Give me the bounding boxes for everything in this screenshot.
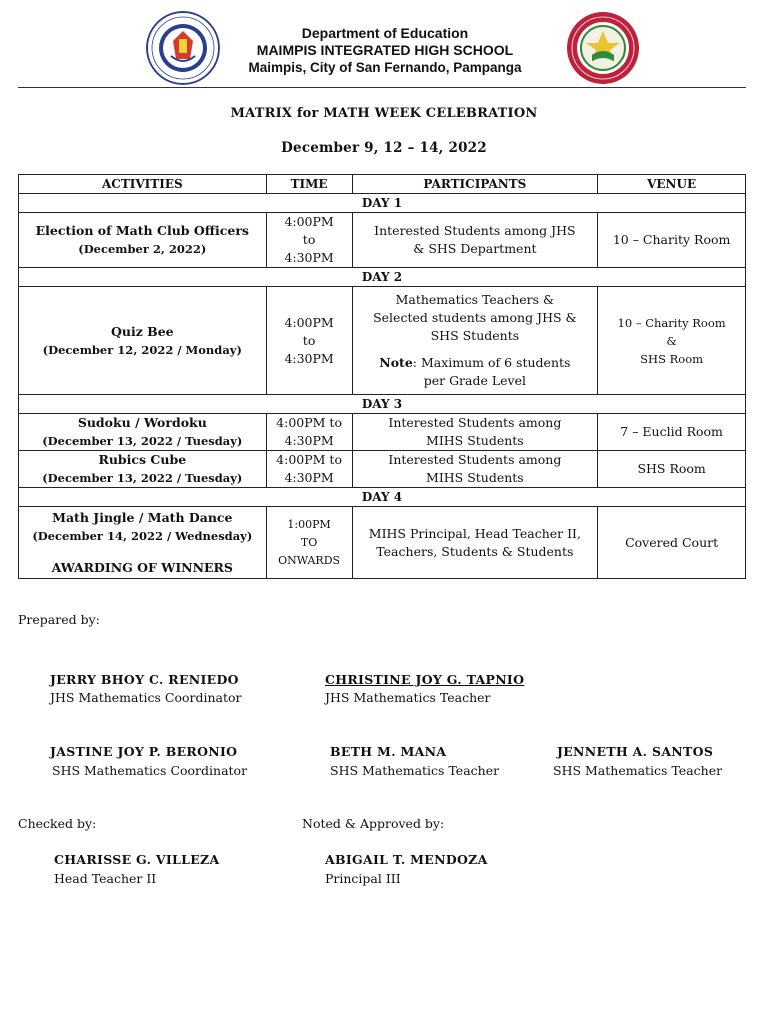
signatory-name: CHRISTINE JOY G. TAPNIO <box>325 672 525 687</box>
time-end: 4:30PM <box>284 250 334 265</box>
participants-text: Teachers, Students & Students <box>376 543 574 559</box>
school-logo-icon <box>566 11 640 85</box>
venue-text: & <box>666 333 677 348</box>
participants-cell <box>352 213 598 268</box>
signatory-title: JHS Mathematics Teacher <box>325 690 491 705</box>
activity-name: Rubics Cube <box>98 452 187 467</box>
signatory-name: JASTINE JOY P. BERONIO <box>50 744 238 759</box>
venue-cell <box>598 287 746 395</box>
table-row <box>19 213 746 268</box>
note-label: Note <box>379 355 413 370</box>
participants-cell <box>352 287 598 395</box>
school-heading <box>225 25 545 76</box>
signatory-title: Head Teacher II <box>54 871 157 886</box>
table-row <box>19 451 746 488</box>
venue-text: SHS Room <box>640 351 704 366</box>
day-label: DAY 3 <box>19 395 746 414</box>
time-cell <box>266 451 352 488</box>
participants-cell <box>352 451 598 488</box>
activity-cell <box>19 507 267 579</box>
letterhead <box>0 0 768 90</box>
time-start: 4:00PM <box>284 314 334 330</box>
column-header-time: TIME <box>266 175 352 194</box>
day-row <box>19 488 746 507</box>
participants-cell <box>352 414 598 451</box>
activity-name: Quiz Bee <box>110 323 174 339</box>
school-name: MAIMPIS INTEGRATED HIGH SCHOOL <box>256 42 514 58</box>
participants-text: Selected students among JHS & <box>373 310 577 325</box>
signatory-title: SHS Mathematics Coordinator <box>52 763 248 778</box>
time-end: 4:30PM <box>284 350 334 366</box>
column-header-activities: ACTIVITIES <box>19 175 267 194</box>
checked-by-label: Checked by: <box>18 816 97 831</box>
noted-approved-label: Noted & Approved by: <box>302 816 445 831</box>
activity-date: (December 13, 2022 / Tuesday) <box>42 434 243 448</box>
time-end: ONWARDS <box>278 553 341 567</box>
signatory-name: JERRY BHOY C. RENIEDO <box>50 672 239 687</box>
signatory-title: SHS Mathematics Teacher <box>330 763 500 778</box>
activity-cell <box>19 414 267 451</box>
awarding-label: AWARDING OF WINNERS <box>51 559 233 575</box>
day-row <box>19 395 746 414</box>
deped-seal-icon <box>146 11 220 85</box>
activity-name: Election of Math Club Officers <box>35 223 249 238</box>
time-start: 4:00PM to <box>276 452 342 467</box>
activity-date: (December 13, 2022 / Tuesday) <box>42 471 243 485</box>
time-cell <box>266 287 352 395</box>
day-label: DAY 4 <box>19 488 746 507</box>
venue-cell: 10 – Charity Room <box>598 213 746 268</box>
department-name: Department of Education <box>301 25 469 41</box>
activity-cell <box>19 451 267 488</box>
day-row <box>19 194 746 213</box>
header-divider <box>18 87 746 88</box>
table-row <box>19 507 746 579</box>
participants-text: Interested Students among <box>388 452 562 467</box>
signatory-title: JHS Mathematics Coordinator <box>50 690 242 705</box>
signatory-name: JENNETH A. SANTOS <box>557 744 714 759</box>
participants-text: Interested Students among JHS <box>374 223 576 238</box>
time-cell <box>266 414 352 451</box>
document-date-range: December 9, 12 – 14, 2022 <box>281 140 487 156</box>
time-start: 4:00PM <box>284 214 334 229</box>
participants-cell <box>352 507 598 579</box>
activity-cell <box>19 287 267 395</box>
time-separator: to <box>302 232 316 247</box>
activity-cell <box>19 213 267 268</box>
column-header-venue: VENUE <box>598 175 746 194</box>
activity-matrix-table <box>18 174 746 579</box>
prepared-by-label: Prepared by: <box>18 612 100 627</box>
time-end: 4:30PM <box>284 470 334 485</box>
activity-date: (December 2, 2022) <box>78 242 207 256</box>
column-header-participants: PARTICIPANTS <box>352 175 598 194</box>
participants-text: MIHS Students <box>426 470 524 485</box>
activity-date: (December 14, 2022 / Wednesday) <box>32 528 253 543</box>
activity-date: (December 12, 2022 / Monday) <box>42 342 242 357</box>
participants-text: Mathematics Teachers & <box>395 292 555 307</box>
activity-name: Math Jingle / Math Dance <box>52 509 233 525</box>
time-end: 4:30PM <box>284 433 334 448</box>
signatory-name: CHARISSE G. VILLEZA <box>54 852 220 867</box>
day-label: DAY 2 <box>19 268 746 287</box>
activity-name: Sudoku / Wordoku <box>77 415 207 430</box>
signatory-name: ABIGAIL T. MENDOZA <box>325 852 488 867</box>
participants-text: MIHS Students <box>426 433 524 448</box>
time-start: 1:00PM <box>287 517 331 531</box>
document-title: MATRIX for MATH WEEK CELEBRATION <box>230 106 538 121</box>
participants-text: Interested Students among <box>388 415 562 430</box>
school-address: Maimpis, City of San Fernando, Pampanga <box>248 60 522 75</box>
venue-text: 10 – Charity Room <box>617 315 726 330</box>
signatory-title: SHS Mathematics Teacher <box>553 763 723 778</box>
day-row <box>19 268 746 287</box>
signatory-title: Principal III <box>325 871 401 886</box>
time-cell <box>266 213 352 268</box>
participants-text: SHS Students <box>430 328 520 343</box>
table-header-row <box>19 175 746 194</box>
participants-text: MIHS Principal, Head Teacher II, <box>368 525 581 541</box>
time-start: 4:00PM to <box>276 415 342 430</box>
time-cell <box>266 507 352 579</box>
note-text: : Maximum of 6 students <box>412 355 571 370</box>
day-label: DAY 1 <box>19 194 746 213</box>
participants-text: & SHS Department <box>413 241 537 256</box>
venue-cell: SHS Room <box>598 451 746 488</box>
time-separator: TO <box>300 535 318 549</box>
table-row <box>19 414 746 451</box>
signatory-name: BETH M. MANA <box>330 744 447 759</box>
table-row <box>19 287 746 395</box>
venue-cell: 7 – Euclid Room <box>598 414 746 451</box>
venue-cell: Covered Court <box>598 507 746 579</box>
time-separator: to <box>302 332 316 348</box>
note-text: per Grade Level <box>423 373 527 388</box>
